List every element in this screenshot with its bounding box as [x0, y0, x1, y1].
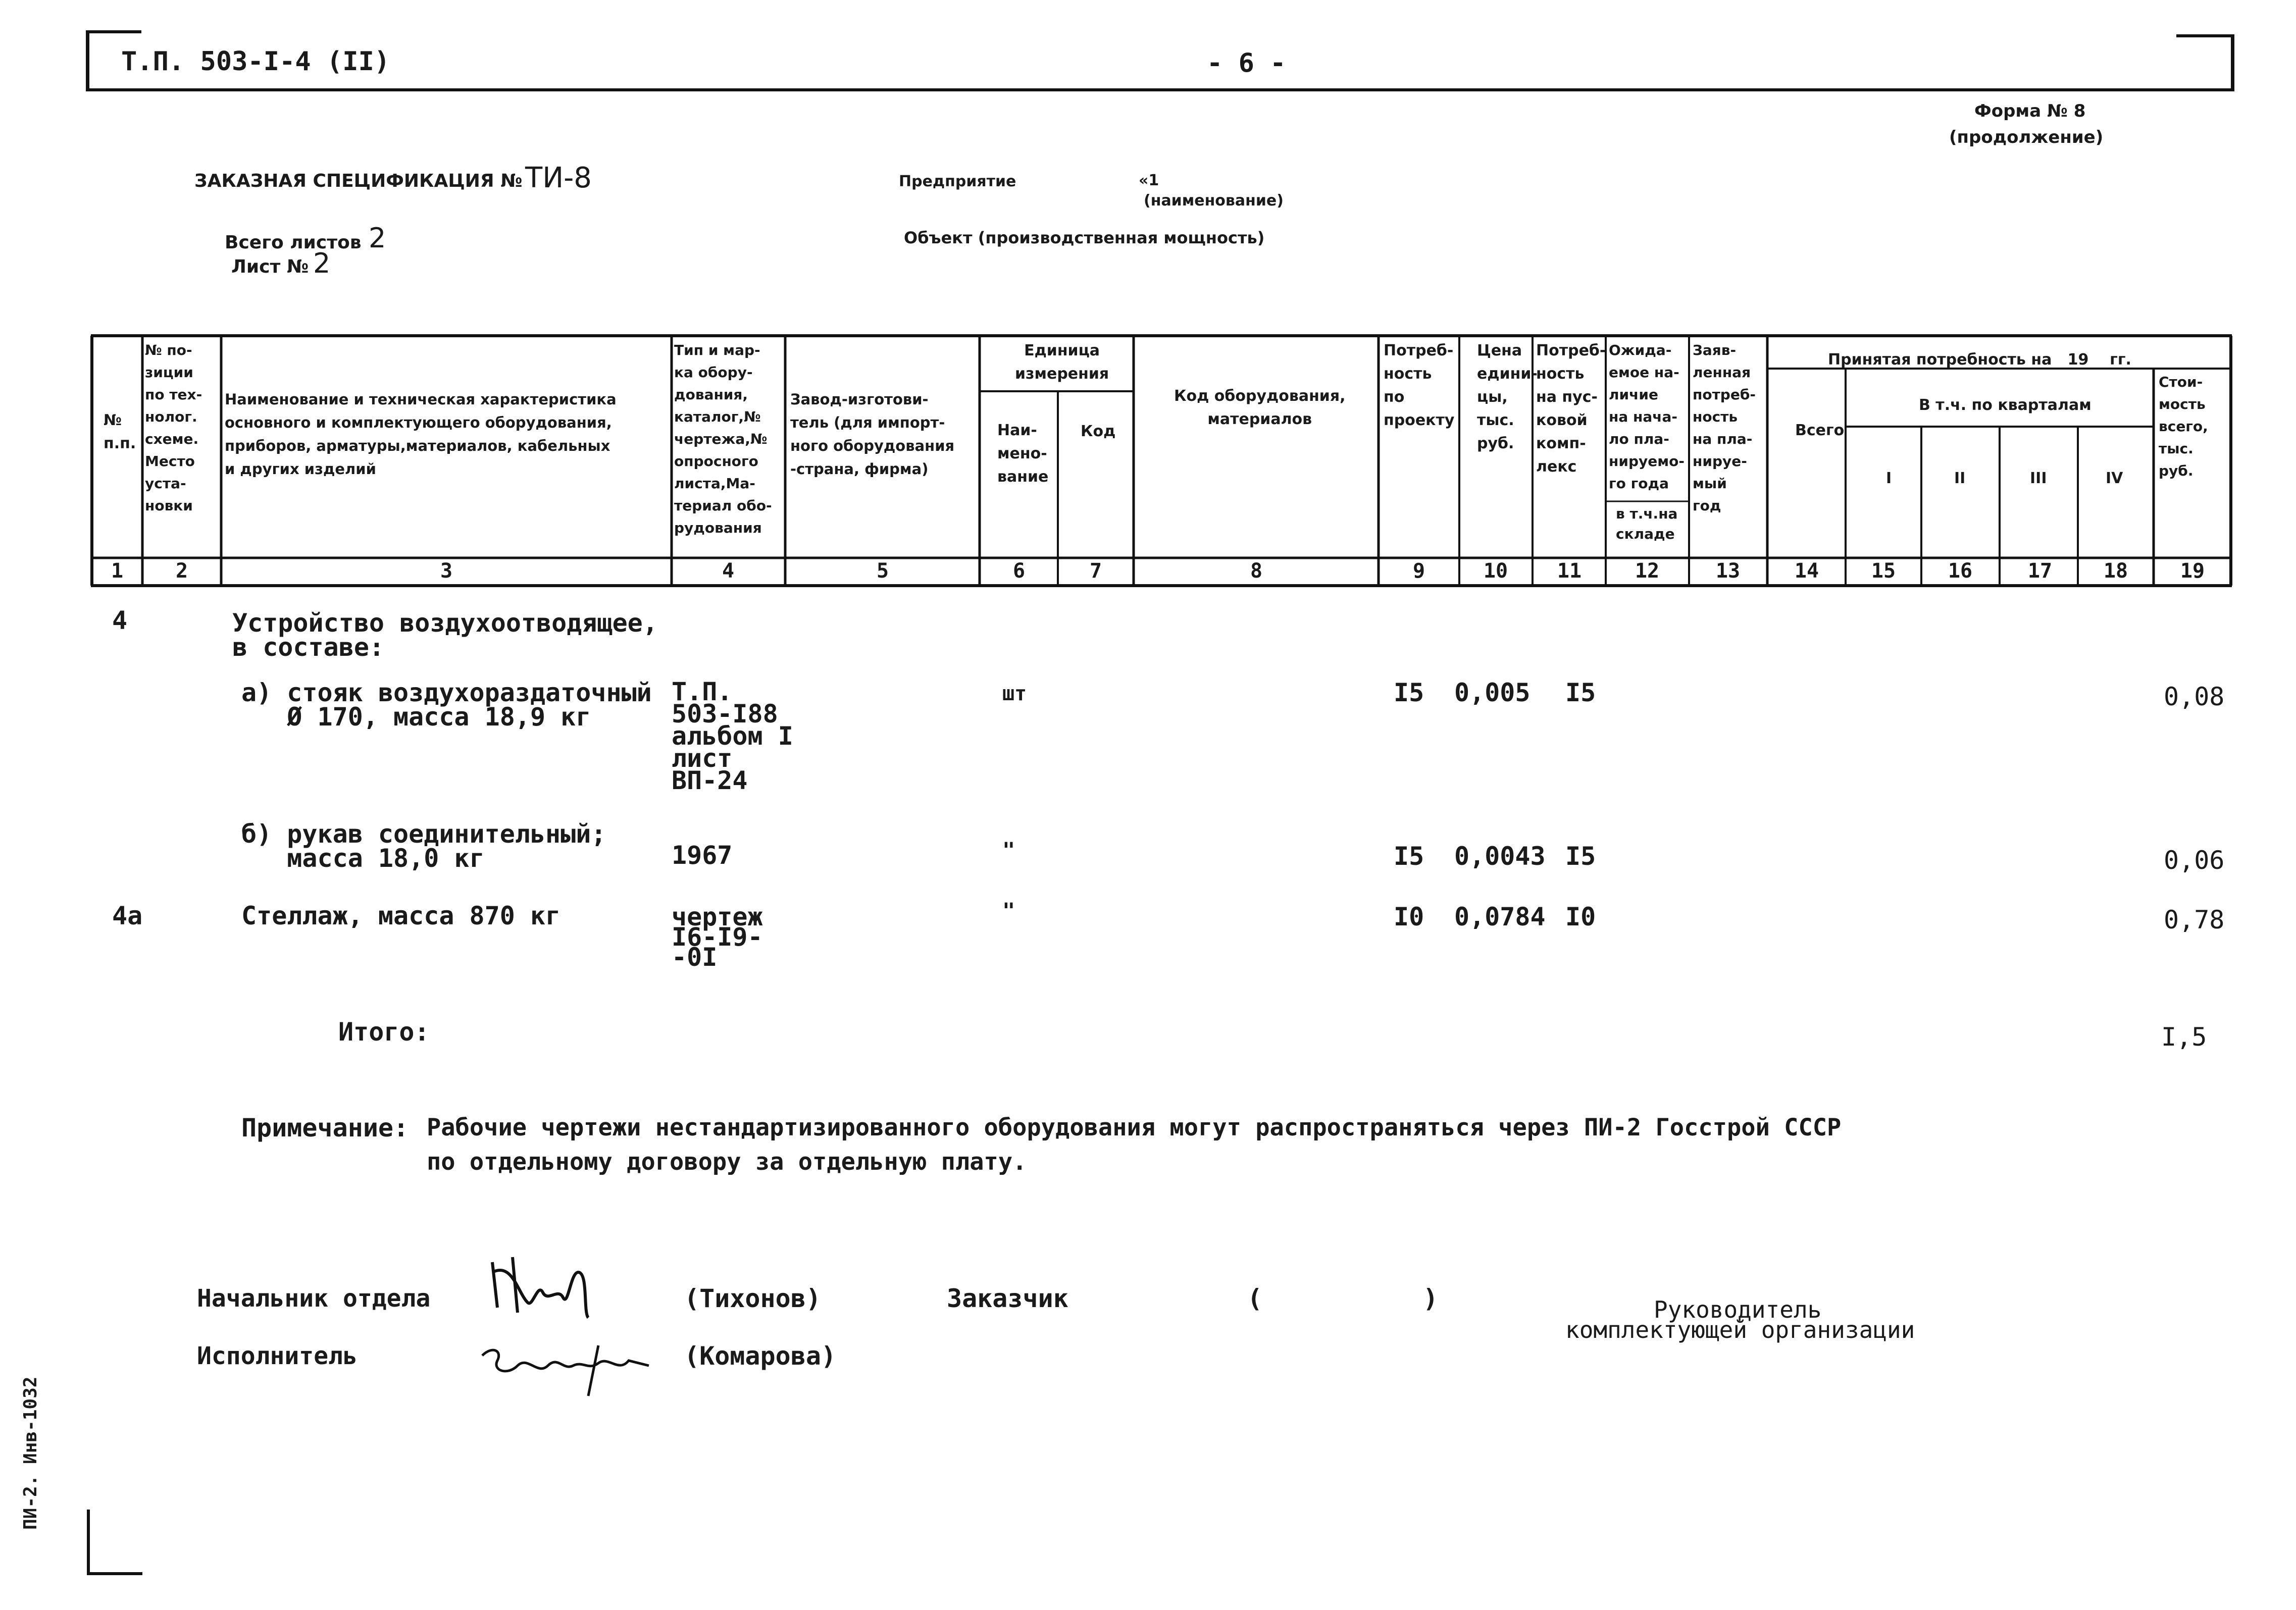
- row-4a-launch: I0: [1565, 902, 1596, 931]
- row-a-price: 0,005: [1454, 678, 1530, 707]
- enterprise-note: (наименование): [1144, 192, 1284, 210]
- total-value: I,5: [2161, 1022, 2207, 1052]
- col-num-17: 17: [2027, 559, 2053, 583]
- col-header-12b: в т.ч.на складе: [1616, 505, 1678, 542]
- row-4a-name: Стеллаж, масса 870 кг: [241, 901, 561, 930]
- frame-right-tick: [2176, 34, 2234, 37]
- col-header-quarters: В т.ч. по кварталам: [1919, 396, 2091, 414]
- frame-right-line: [2231, 35, 2234, 91]
- object-label: Объект (производственная мощность): [904, 228, 1265, 247]
- col-header-3: Наименование и техническая характеристика основного и комплектующего оборудования, приборов, арматуры,материалов, кабельных и других изделий: [225, 391, 617, 478]
- head-signature: [482, 1242, 634, 1333]
- sheet-label: Лист №: [231, 256, 309, 277]
- col-header-13: Заяв- ленная потреб- ность на пла- нируе- мый год: [1693, 342, 1756, 514]
- manager-title-line-1: Руководитель: [1654, 1296, 1822, 1323]
- executor-name: (Комарова): [684, 1341, 837, 1371]
- col-header-7: Код: [1081, 423, 1116, 440]
- col-header-18: IV: [2106, 470, 2123, 487]
- customer-paren-close: ): [1423, 1284, 1439, 1313]
- row-a-qty: I5: [1394, 678, 1424, 707]
- document-code: Т.П. 503-I-4 (II): [121, 46, 390, 77]
- row-a-unit: шт: [1002, 682, 1027, 705]
- form-number: Форма № 8: [1974, 101, 2086, 121]
- col-header-accepted: Принятая потребность на 19 гг.: [1828, 351, 2131, 369]
- col-num-2: 2: [175, 559, 188, 583]
- col-header-15: I: [1886, 470, 1892, 487]
- note-label: Примечание:: [241, 1113, 409, 1142]
- col-num-9: 9: [1412, 559, 1425, 583]
- col-header-10: Цена едини- цы, тыс. руб.: [1477, 342, 1538, 452]
- col-header-8: Код оборудования, материалов: [1174, 387, 1346, 428]
- col-header-1: № п.п.: [104, 411, 136, 452]
- frame-bottom-left-horizontal: [87, 1572, 142, 1575]
- row-b-name: б) рукав соединительный; масса 18,0 кг: [241, 819, 606, 873]
- col-num-12: 12: [1635, 559, 1660, 583]
- frame-bottom-left-vertical: [87, 1510, 90, 1575]
- col-header-11: Потреб- ность на пус- ковой комп- лекс: [1536, 342, 1606, 476]
- col-header-9: Потреб- ность по проекту: [1384, 342, 1455, 429]
- page-number: - 6 -: [1207, 48, 1286, 78]
- frame-top-line: [86, 88, 2234, 91]
- executor-signature: [477, 1325, 659, 1401]
- spec-title: ЗАКАЗНАЯ СПЕЦИФИКАЦИЯ №: [194, 171, 523, 191]
- col-header-5: Завод-изготови- тель (для импорт- ного оборудования -страна, фирма): [790, 391, 955, 478]
- col-num-4: 4: [722, 559, 735, 583]
- head-name: (Тихонов): [684, 1284, 821, 1313]
- row-a-type: Т.П. 503-I88 альбом I лист ВП-24: [672, 677, 793, 795]
- col-header-16: II: [1954, 470, 1966, 487]
- customer-paren-open: (: [1247, 1284, 1263, 1313]
- col-header-4: Тип и мар- ка обору- дования, каталог,№ чертежа,№ опросного листа,Ма- териал обо- рудования: [674, 342, 772, 536]
- row-4-number: 4: [112, 606, 128, 635]
- form-note: (продолжение): [1949, 127, 2104, 147]
- customer-label: Заказчик: [947, 1284, 1068, 1313]
- note-line-1: Рабочие чертежи нестандартизированного оборудования могут распространяться через ПИ-2 Госстрой СССР: [427, 1114, 1842, 1141]
- col-header-14: Всего: [1795, 422, 1845, 439]
- row-a-name: а) стояк воздухораздаточный Ø 170, масса 18,9 кг: [241, 678, 652, 732]
- row-4a-cost: 0,78: [2164, 905, 2225, 934]
- executor-label: Исполнитель: [197, 1342, 358, 1370]
- col-num-18: 18: [2103, 559, 2128, 583]
- sheet-number: 2: [313, 247, 331, 279]
- row-a-launch: I5: [1565, 678, 1596, 707]
- frame-top-left-tick: [86, 30, 141, 33]
- col-num-16: 16: [1948, 559, 1973, 583]
- col-header-12: Ожида- емое на- личие на нача- ло пла- нируемо- го года: [1609, 342, 1685, 492]
- sheets-total: 2: [369, 222, 386, 254]
- row-b-unit: ": [1002, 838, 1015, 862]
- col-num-19: 19: [2180, 559, 2205, 583]
- manager-title-line-2: комплектующей организации: [1565, 1316, 1915, 1343]
- row-4a-price: 0,0784: [1454, 902, 1546, 931]
- col-num-5: 5: [876, 559, 889, 583]
- row-b-qty: I5: [1394, 842, 1424, 871]
- col-header-2: № по- зиции по тех- нолог. схеме. Место уста- новки: [145, 342, 202, 514]
- col-header-19: Стои- мость всего, тыс. руб.: [2159, 374, 2208, 479]
- sheets-total-label: Всего листов: [225, 232, 362, 253]
- col-header-unit: Единица измерения: [1015, 342, 1109, 383]
- inventory-stamp: ПИ-2. Инв-1032: [20, 1376, 41, 1530]
- enterprise-mark: «1: [1139, 172, 1159, 189]
- col-num-11: 11: [1557, 559, 1582, 583]
- col-num-8: 8: [1250, 559, 1263, 583]
- row-4a-unit: ": [1002, 898, 1015, 923]
- col-header-6: Наи- мено- вание: [997, 422, 1049, 486]
- note-line-2: по отдельному договору за отдельную плату.: [427, 1148, 1027, 1176]
- frame-left-line: [86, 30, 89, 91]
- spec-number: ТИ-8: [525, 162, 592, 194]
- total-label: Итого:: [338, 1017, 430, 1047]
- row-a-cost: 0,08: [2164, 682, 2225, 711]
- row-b-launch: I5: [1565, 842, 1596, 871]
- col-num-6: 6: [1012, 559, 1026, 583]
- col-num-14: 14: [1794, 559, 1819, 583]
- enterprise-label: Предприятие: [899, 173, 1016, 190]
- col-num-1: 1: [111, 559, 124, 583]
- col-header-17: III: [2030, 470, 2047, 487]
- col-num-13: 13: [1715, 559, 1741, 583]
- row-4a-type: чертеж I6-I9- -0I: [672, 902, 763, 972]
- col-num-10: 10: [1483, 559, 1508, 583]
- row-4a-qty: I0: [1394, 902, 1424, 931]
- row-4a-number: 4а: [112, 901, 143, 930]
- row-b-cost: 0,06: [2164, 846, 2225, 875]
- head-of-department-label: Начальник отдела: [197, 1284, 431, 1313]
- col-num-15: 15: [1871, 559, 1896, 583]
- col-num-7: 7: [1089, 559, 1102, 583]
- row-b-price: 0,0043: [1454, 842, 1546, 871]
- row-b-type: 1967: [672, 841, 733, 870]
- col-num-3: 3: [440, 559, 453, 583]
- row-4-name: Устройство воздухоотводящее, в составе:: [232, 608, 658, 662]
